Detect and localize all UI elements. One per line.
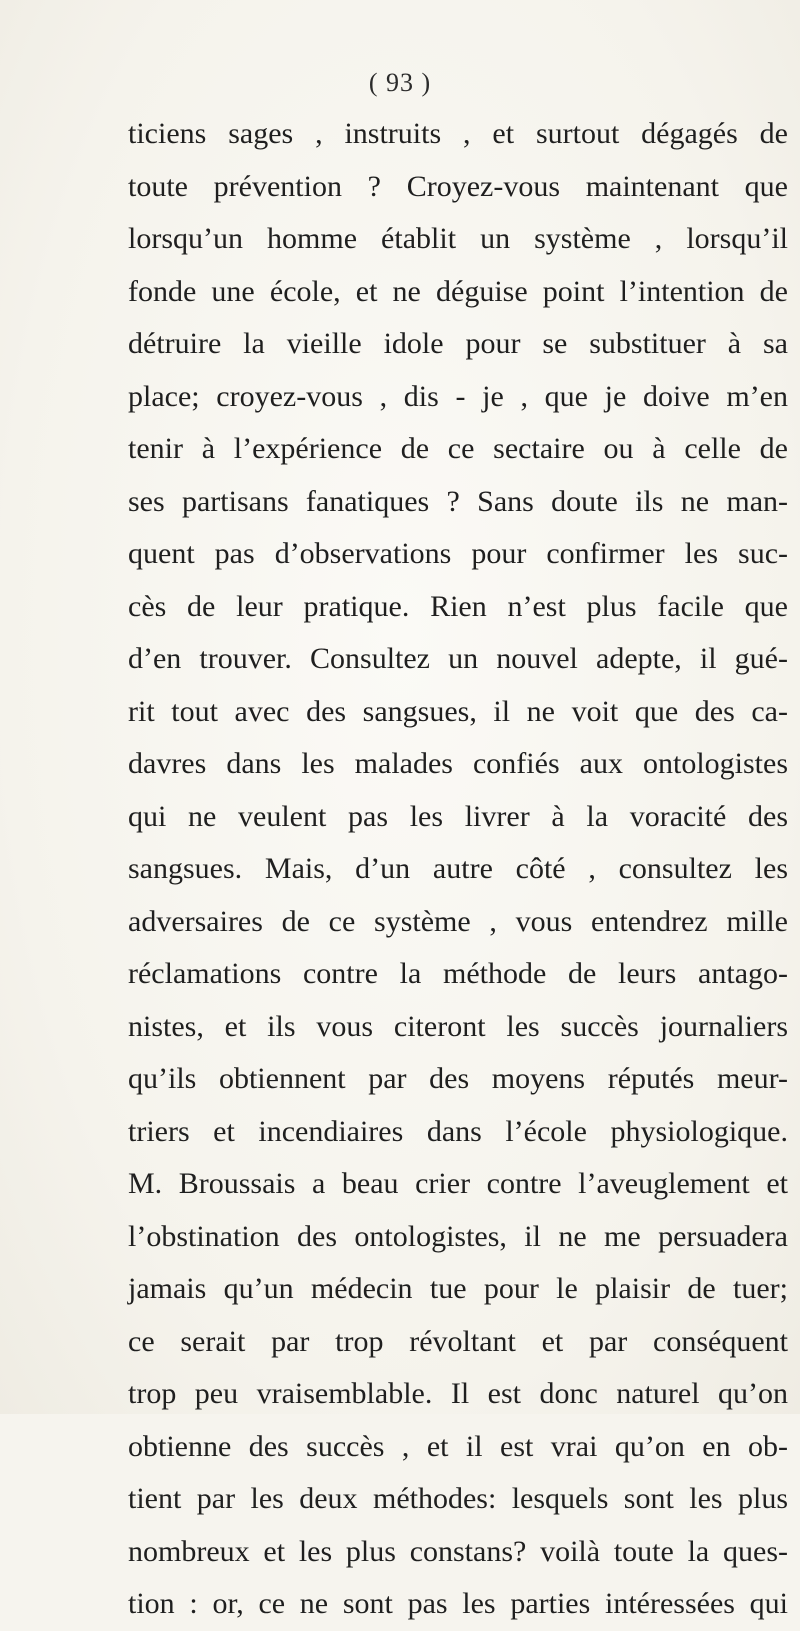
text-line: jamais qu’un médecin tue pour le plaisir de tuer; bbox=[128, 1272, 788, 1305]
text-line: nistes, et ils vous citeront les succès journaliers bbox=[128, 1009, 788, 1043]
text-line: tion : or, ce ne sont pas les parties intéressées qui bbox=[128, 1587, 788, 1620]
text-line: l’obstination des ontologistes, il ne me persuadera bbox=[128, 1219, 788, 1253]
text-line: détruire la vieille idole pour se substituer à sa bbox=[128, 327, 788, 360]
text-line: fonde une école, et ne déguise point l’intention de bbox=[128, 274, 788, 308]
text-line: davres dans les malades confiés aux ontologistes bbox=[128, 747, 788, 780]
text-line: cès de leur pratique. Rien n’est plus facile que bbox=[128, 589, 788, 623]
text-line: tenir à l’expérience de ce sectaire ou à celle de bbox=[128, 432, 788, 465]
text-line: rit tout avec des sangsues, il ne voit que des ca- bbox=[128, 694, 788, 728]
text-line: obtienne des succès , et il est vrai qu’on en ob- bbox=[128, 1429, 788, 1463]
text-line: tient par les deux méthodes: lesquels sont les plus bbox=[128, 1482, 788, 1515]
body-text bbox=[128, 108, 788, 1631]
text-line: M. Broussais a beau crier contre l’aveuglement et bbox=[128, 1167, 788, 1200]
text-line: d’en trouver. Consultez un nouvel adepte, il gué- bbox=[128, 642, 788, 675]
text-line: quent pas d’observations pour confirmer les suc- bbox=[128, 537, 788, 570]
text-line: trop peu vraisemblable. Il est donc naturel qu’on bbox=[128, 1377, 788, 1410]
text-line: toute prévention ? Croyez-vous maintenant que bbox=[128, 169, 788, 203]
text-line: ses partisans fanatiques ? Sans doute ils ne man- bbox=[128, 484, 788, 518]
text-line: sangsues. Mais, d’un autre côté , consultez les bbox=[128, 852, 788, 885]
text-line: nombreux et les plus constans? voilà toute la ques- bbox=[128, 1534, 788, 1568]
page-number: ( 93 ) bbox=[368, 68, 432, 97]
text-line: ticiens sages , instruits , et surtout dégagés de bbox=[128, 117, 788, 150]
text-line: réclamations contre la méthode de leurs antago- bbox=[128, 957, 788, 990]
text-line: qui ne veulent pas les livrer à la voracité des bbox=[128, 799, 788, 833]
text-line: ce serait par trop révoltant et par conséquent bbox=[128, 1324, 788, 1358]
text-line: adversaires de ce système , vous entendrez mille bbox=[128, 904, 788, 938]
text-line: place; croyez-vous , dis - je , que je doive m’en bbox=[128, 379, 788, 413]
text-line: qu’ils obtiennent par des moyens réputés meur- bbox=[128, 1062, 788, 1095]
text-line: lorsqu’un homme établit un système , lorsqu’il bbox=[128, 222, 788, 255]
text-line: triers et incendiaires dans l’école physiologique. bbox=[128, 1114, 788, 1148]
